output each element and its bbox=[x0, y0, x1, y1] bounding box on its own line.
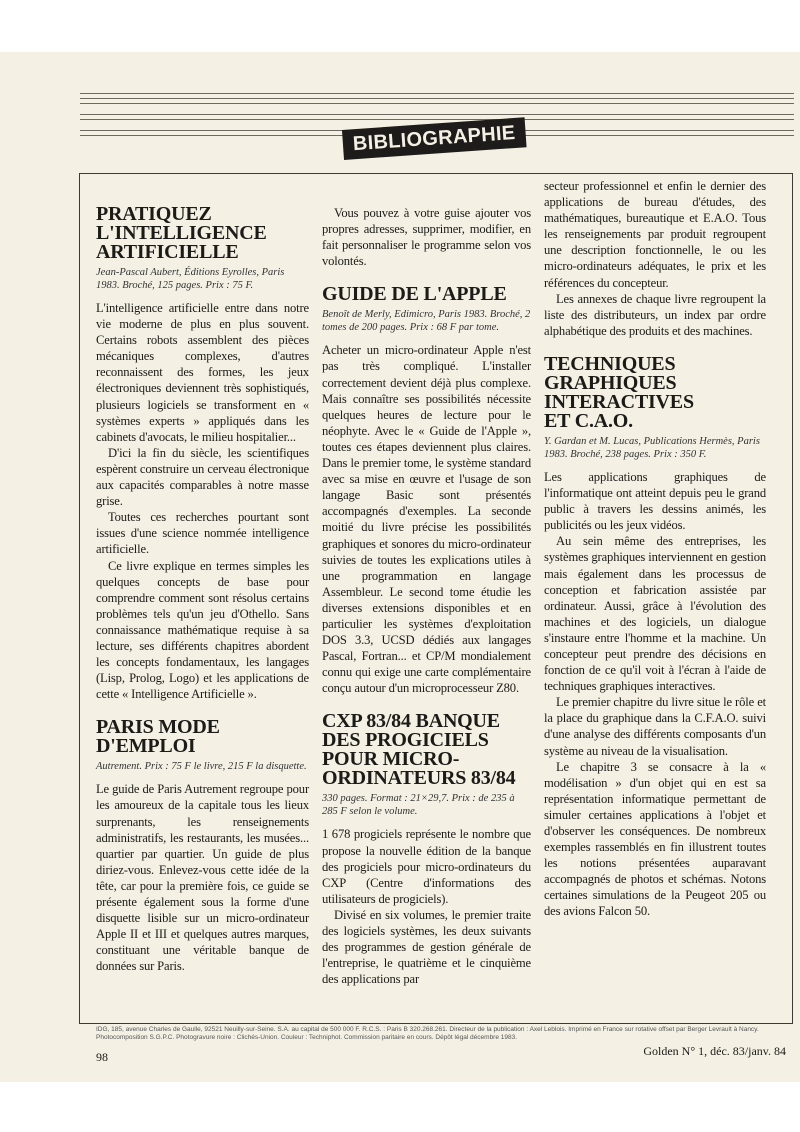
article-title: PRATIQUEZ L'INTELLIGENCE ARTIFICIELLE bbox=[96, 203, 267, 263]
article-title: CXP 83/84 BANQUE DES PROGICIELS POUR MICRO- ORDINATEURS 83/84 bbox=[322, 710, 516, 790]
imprint-notice: IDG, 185, avenue Charles de Gaulle, 92521 Neuilly-sur-Seine. S.A. au capital de 500 000 F. R.C.S. : Paris B 320.268.261. Directeur de la publication : Axel Leblois. Imprimé en France sur rotative offset par Berger Levrault à Nancy. Photocomposition S.G.P.C. Photogravure noire : Clichés-Union. Couleur : Techniphot. Commission paritaire en cours. Dépôt légal décembre 1983. bbox=[96, 1026, 759, 1041]
paragraph: Divisé en six volumes, le premier traite des logiciels systèmes, les deux suivants des programmes de gestion générale de l'entreprise, le quatrième et le cinquième des applications par bbox=[322, 907, 531, 987]
article-paris-continued bbox=[322, 205, 531, 269]
paragraph: D'ici la fin du siècle, les scientifiques espèrent construire un cerveau électronique aux capacités comparables à notre masse grise. bbox=[96, 445, 309, 509]
article-apple bbox=[322, 285, 531, 696]
paragraph: Acheter un micro-ordinateur Apple n'est pas très compliqué. L'installer correctement devient déjà plus complexe. Mais connaître ses possibilités nécessite quelques heures de lecture pour le néophyte. Avec le « Guide de l'Apple », toutes ces étapes deviennent plus claires. Dans le premier tome, le système standard avec sa mise en œuvre et l'usage de son langage Basic sont présentés accompagnés d'exemples. La seconde moitié du livre précise les possibilités graphiques et sonores du micro-ordinateur suivies de toutes les explications utiles à une programmation en langage Assembleur. Le second tome étudie les diverses extensions disponibles et en particulier les systèmes d'exploitation DOS 3.3, UCSD dédiés aux langages Pascal, Fortran... et CP/M mondialement connu qui exige une carte complémentaire conçu autour d'un microprocesseur Z80. bbox=[322, 343, 531, 696]
article-meta: 330 pages. Format : 21×29,7. Prix : de 235 à 285 F selon le volume. bbox=[322, 793, 515, 818]
column-3 bbox=[544, 178, 766, 920]
article-cxp bbox=[322, 712, 531, 987]
paragraph: L'intelligence artificielle entre dans notre vie moderne de plus en plus souvent. Certains robots assemblent des pièces mécaniques complexes, d'autres reconnaissent des formes, les jeux électroniques deviennent très sophistiqués, plusieurs logiciels se transforment en « systèmes experts » appliqués dans les cabinets d'avocats, le milieu hospitalier... bbox=[96, 301, 309, 444]
column-2 bbox=[322, 205, 531, 987]
article-meta: Autrement. Prix : 75 F le livre, 215 F la disquette. bbox=[96, 761, 307, 773]
section-tag: BIBLIOGRAPHIE bbox=[342, 117, 526, 160]
article-meta: Y. Gardan et M. Lucas, Publications Hermès, Paris 1983. Broché, 238 pages. Prix : 350 F. bbox=[544, 435, 760, 460]
issue-label: Golden N° 1, déc. 83/janv. 84 bbox=[643, 1044, 786, 1058]
article-paris bbox=[96, 718, 309, 974]
article-cao bbox=[544, 352, 766, 920]
paragraph: Les annexes de chaque livre regroupent la liste des distributeurs, un index par ordre alphabétique des produits et des machines. bbox=[544, 291, 766, 338]
paragraph: Toutes ces recherches pourtant sont issues d'une science nommée intelligence artificielle. bbox=[96, 510, 309, 557]
article-cxp-continued bbox=[544, 178, 766, 339]
paragraph: 1 678 progiciels représente le nombre que propose la nouvelle édition de la banque des progiciels pour micro-ordinateurs du CXP (Centre d'informations des utilisateurs de progiciels). bbox=[322, 827, 531, 906]
article-title: GUIDE DE L'APPLE bbox=[322, 283, 507, 306]
paragraph: Vous pouvez à votre guise ajouter vos propres adresses, supprimer, modifier, en fait personnaliser le programme selon vos volontés. bbox=[322, 206, 531, 269]
article-title: PARIS MODE D'EMPLOI bbox=[96, 716, 220, 758]
paragraph: Ce livre explique en termes simples les quelques concepts de base pour comprendre comment sont résolus certains problèmes tels qu'un jeu d'Othello. Sans connaissance mathématique requise à sa lecture, ses différents chapitres abordent les concepts fondamentaux, les langages (Lisp, Prolog, Logo) et les applications de cette « Intelligence Artificielle ». bbox=[96, 558, 309, 702]
article-ia bbox=[96, 205, 309, 702]
paragraph: Le premier chapitre du livre situe le rôle et la place du graphique dans la C.F.A.O. suivi d'une analyse des différents composants d'un système au niveau de la visualisation. bbox=[544, 695, 766, 758]
column-1 bbox=[96, 205, 309, 974]
paragraph: Le guide de Paris Autrement regroupe pour les amoureux de la capitale tous les lieux surprenants, les renseignements administratifs, les restaurants, les musées... quartier par quartier. Un guide de plus diriez-vous. Enlevez-vous cette idée de la tête, car pour la première fois, ce guide se présente également sous la forme d'une disquette lisible sur un micro-ordinateur Apple II et III et quelques autres marques, constituant une véritable banque de données sur Paris. bbox=[96, 782, 309, 974]
paragraph: Le chapitre 3 se consacre à la « modélisation » d'un objet qui en est sa représentation informatique permettant de simuler certaines applications à l'objet et d'observer les conséquences. De nombreux exemples rassemblés en fin illustrent toutes les notions présentées auparavant accompagnés de photos et schémas. Notons certaines simulations de la Peugeot 205 ou des avions Falcon 50. bbox=[544, 759, 766, 919]
paragraph: Les applications graphiques de l'informatique ont atteint depuis peu le grand public à travers les dessins animés, les publicités ou les jeux vidéos. bbox=[544, 469, 766, 533]
article-meta: Benoît de Merly, Edimicro, Paris 1983. Broché, 2 tomes de 200 pages. Prix : 68 F par tome. bbox=[322, 309, 531, 334]
article-meta: Jean-Pascal Aubert, Éditions Eyrolles, Paris 1983. Broché, 125 pages. Prix : 75 F. bbox=[96, 267, 285, 291]
page-number: 98 bbox=[96, 1050, 108, 1064]
paragraph: Au sein même des entreprises, les systèmes graphiques interviennent en gestion mais également dans les processus de conception et fabrication assistée par ordinateur. Aussi, grâce à l'évolution des machines et des logiciels, un dialogue s'instaure entre l'homme et la machine. Un concepteur peut prendre des décisions en fonction de ce qu'il voit à l'écran à l'aide de techniques graphiques interactives. bbox=[544, 534, 766, 694]
paragraph: secteur professionnel et enfin le dernier des applications de bureau d'études, des mathématiques, bureautique et E.A.O. Tous les renseignements par produit regroupent une description fonctionnelle, le ou les micro-ordinateurs adéquates, le prix et les références du concepteur. bbox=[544, 179, 766, 290]
article-title: TECHNIQUES GRAPHIQUES INTERACTIVES ET C.A.O. bbox=[544, 352, 694, 432]
